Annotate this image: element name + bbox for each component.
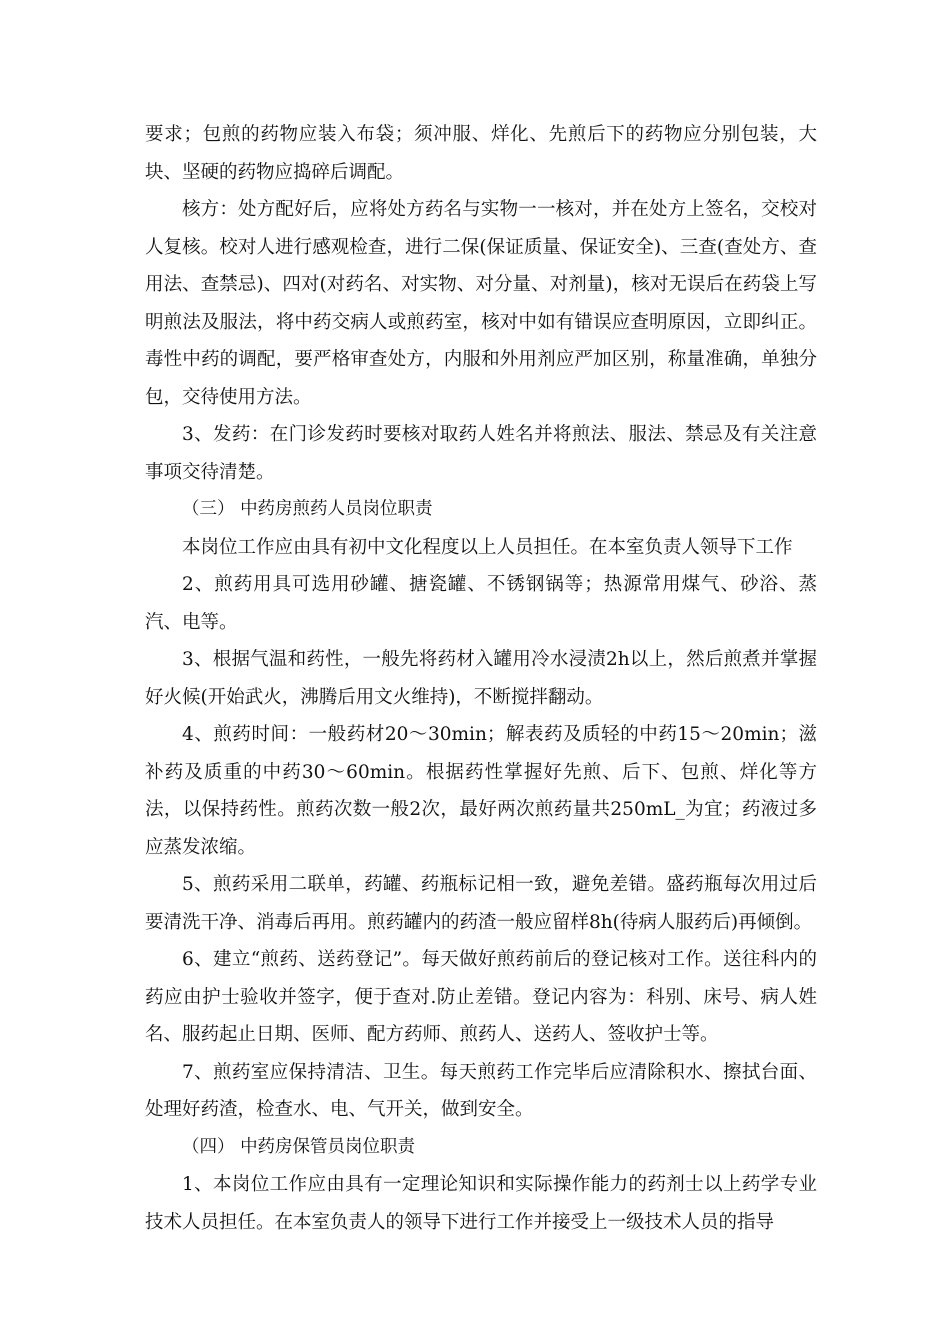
paragraph-decoction-time: 4、煎药时间：一般药材20～30min；解表药及质轻的中药15～20min；滋补药及质重的中药30～60min。根据药性掌握好先煎、后下、包煎、烊化等方法，以保持药性。煎药次数一般2次，最好两次煎药量共250mL_为宜；药液过多应蒸发浓缩。: [145, 724, 817, 858]
document-body: [145, 116, 817, 1241]
section-heading-storage-keeper: （四） 中药房保管员岗位职责: [182, 1136, 416, 1157]
paragraph-decoction-soaking: 3、根据气温和药性，一般先将药材入罐用冷水浸渍2h以上，然后煎煮并掌握好火候(开始武火，沸腾后用文火维持)，不断搅拌翻动。: [145, 649, 817, 708]
paragraph-verify-prescription: 核方：处方配好后，应将处方药名与实物一一核对，并在处方上签名，交校对人复核。校对人进行感观检查，进行二保(保证质量、保证安全)、三查(查处方、查用法、查禁忌)、四对(对药名、对实物、对分量、对剂量)，核对无误后在药袋上写明煎法及服法，将中药交病人或煎药室，核对中如有错误应查明原因，立即纠正。毒性中药的调配，要严格审查处方，内服和外用剂应严加区别，称量准确，单独分包，交待使用方法。: [145, 199, 817, 408]
paragraph-continuation: 要求；包煎的药物应装入布袋；须冲服、烊化、先煎后下的药物应分别包装，大块、坚硬的药物应捣碎后调配。: [145, 124, 817, 183]
paragraph-decoction-cleaning: 7、煎药室应保持清洁、卫生。每天煎药工作完毕后应清除积水、擦拭台面、处理好药渣，检查水、电、气开关，做到安全。: [145, 1061, 817, 1120]
paragraph-decoction-register: 6、建立“煎药、送药登记”。每天做好煎药前后的登记核对工作。送往科内的药应由护士验收并签字，便于查对.防止差错。登记内容为：科别、床号、病人姓名、服药起止日期、医师、配方药师、煎药人、送药人、签收护士等。: [145, 949, 817, 1045]
paragraph-dispense: 3、发药：在门诊发药时要核对取药人姓名并将煎法、服法、禁忌及有关注意事项交待清楚。: [145, 424, 817, 483]
paragraph-decoction-intro: 本岗位工作应由具有初中文化程度以上人员担任。在本室负责人领导下工作: [182, 536, 793, 558]
section-heading-decoction-staff: （三） 中药房煎药人员岗位职责: [182, 499, 433, 519]
paragraph-storage-keeper-duty: 1、本岗位工作应由具有一定理论知识和实际操作能力的药剂士以上药学专业技术人员担任。在本室负责人的领导下进行工作并接受上一级技术人员的指导: [145, 1174, 817, 1233]
paragraph-decoction-tools: 2、煎药用具可选用砂罐、搪瓷罐、不锈钢锅等；热源常用煤气、砂浴、蒸汽、电等。: [145, 574, 817, 633]
paragraph-decoction-labels: 5、煎药采用二联单，药罐、药瓶标记相一致，避免差错。盛药瓶每次用过后要清洗干净、消毒后再用。煎药罐内的药渣一般应留样8h(待病人服药后)再倾倒。: [145, 874, 817, 933]
